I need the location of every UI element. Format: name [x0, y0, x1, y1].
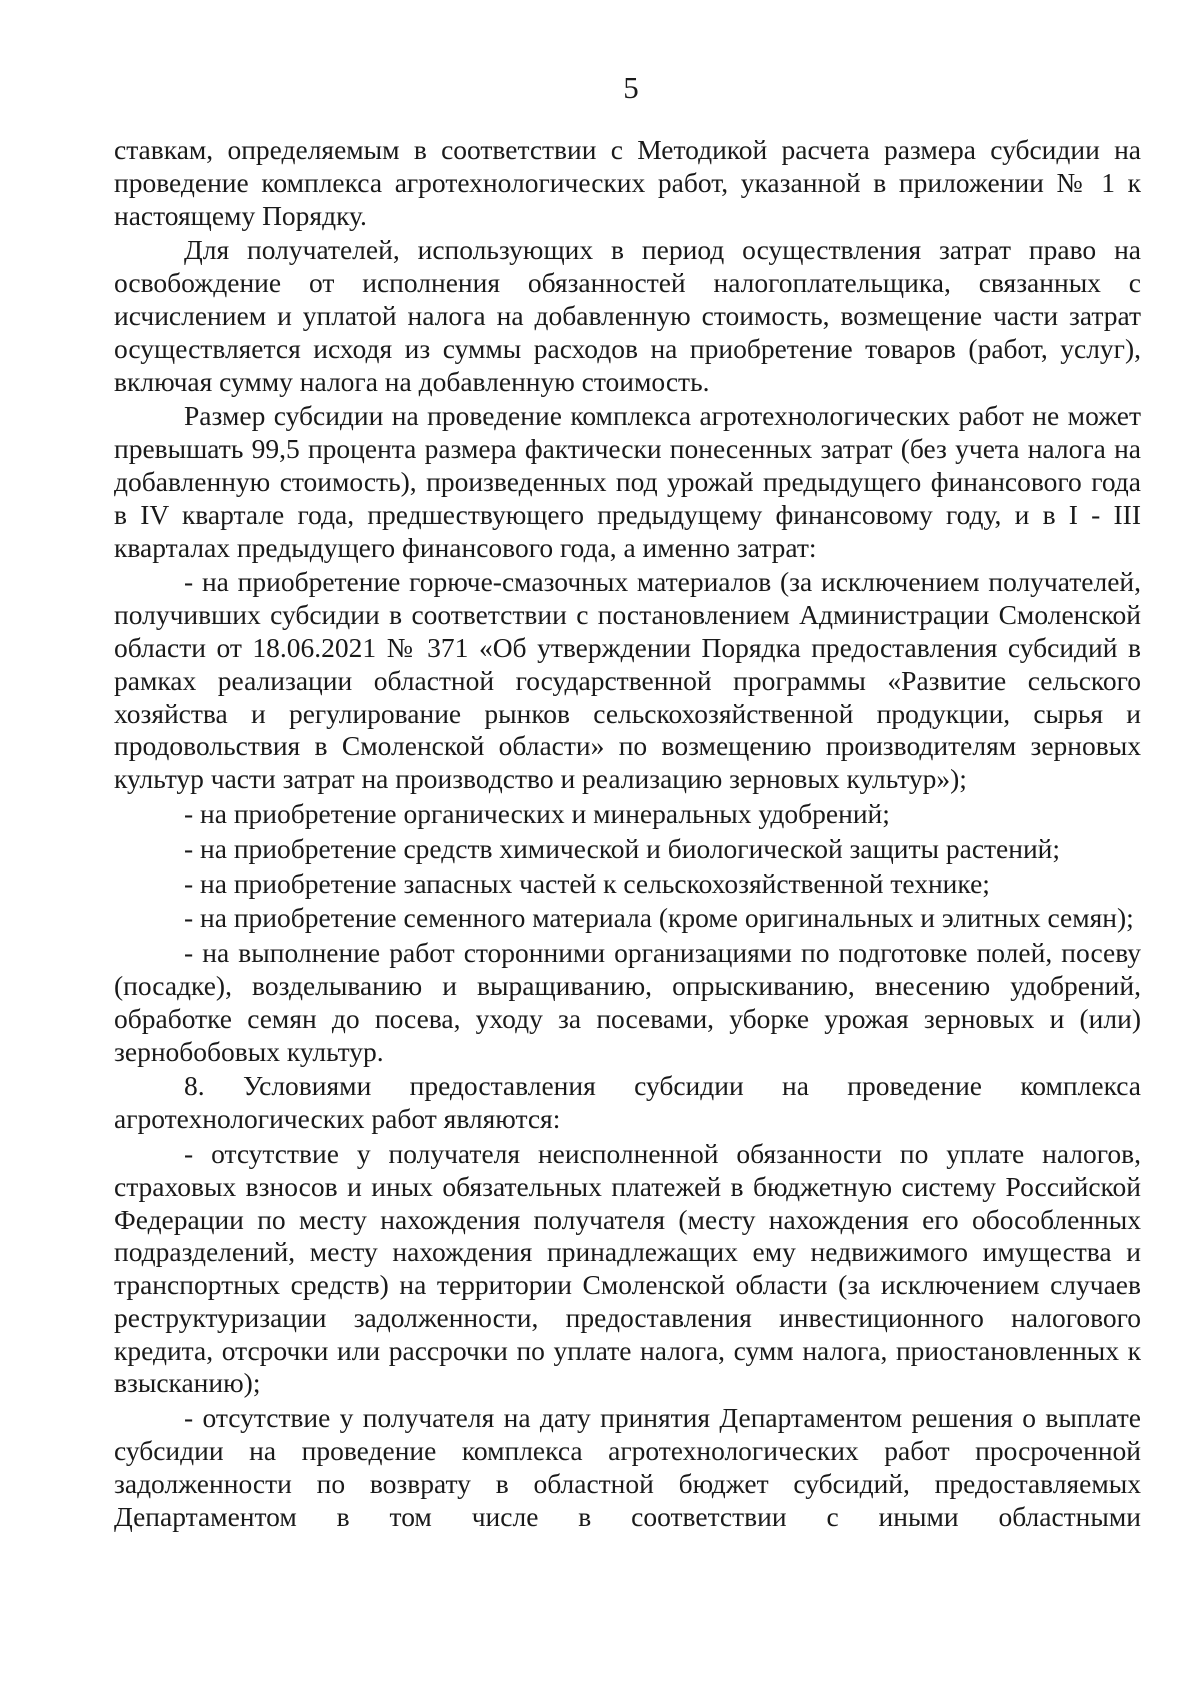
- list-item-no-tax-debt: - отсутствие у получателя неисполненной обязанности по уплате налогов, страховых взносов и иных обязательных платежей в бюджетную систему Российской Федерации по месту нахождения получателя (месту нахождения его обособленных подразделений, месту нахождения принадлежащих ему недвижимого имущества и транспортных средств) на территории Смоленской области (за исключением случаев реструктуризации задолженности, предоставления инвестиционного налогового кредита, отсрочки или рассрочки по уплате налога, сумм налога, приостановленных к взысканию);: [114, 1137, 1141, 1399]
- document-body: [114, 134, 1141, 1535]
- list-item-third-party-works: - на выполнение работ сторонними организациями по подготовке полей, посеву (посадке), возделыванию и выращиванию, опрыскиванию, внесению удобрений, обработке семян до посева, уходу за посевами, уборке урожая зерновых и (или) зернобобовых культур.: [114, 937, 1141, 1067]
- paragraph-vat-exemption: Для получателей, использующих в период осуществления затрат право на освобождение от исполнения обязанностей налогоплательщика, связанных с исчислением и уплатой налога на добавленную стоимость, возмещение части затрат осуществляется исходя из суммы расходов на приобретение товаров (работ, услуг), включая сумму налога на добавленную стоимость.: [114, 234, 1141, 397]
- paragraph-continuation: ставкам, определяемым в соответствии с Методикой расчета размера субсидии на проведение комплекса агротехнологических работ, указанной в приложении № 1 к настоящему Порядку.: [114, 134, 1141, 231]
- list-item-fertilizers: - на приобретение органических и минеральных удобрений;: [184, 797, 890, 829]
- list-item-no-overdue-debt: - отсутствие у получателя на дату принятия Департаментом решения о выплате субсидии на проведение комплекса агротехнологических работ просроченной задолженности по возврату в областной бюджет субсидий, предоставляемых Департаментом в том числе в соответствии с иными областными: [114, 1402, 1141, 1532]
- paragraph-subsidy-limit: Размер субсидии на проведение комплекса агротехнологических работ не может превышать 99,5 процента размера фактически понесенных затрат (без учета налога на добавленную стоимость), произведенных под урожай предыдущего финансового года в IV квартале года, предшествующего предыдущему финансовому году, и в I - III кварталах предыдущего финансового года, а именно затрат:: [114, 400, 1141, 563]
- page-number: 5: [623, 70, 639, 105]
- list-item-plant-protection: - на приобретение средств химической и биологической защиты растений;: [184, 832, 1061, 864]
- list-item-seed-material: - на приобретение семенного материала (кроме оригинальных и элитных семян);: [184, 902, 1134, 934]
- list-item-fuel-lubricants: - на приобретение горюче-смазочных материалов (за исключением получателей, получивших субсидии в соответствии с постановлением Администрации Смоленской области от 18.06.2021 № 371 «Об утверждении Порядка предоставления субсидий в рамках реализации областной государственной программы «Развитие сельского хозяйства и регулирование рынков сельскохозяйственной продукции, сырья и продовольствия в Смоленской области» по возмещению производителям зерновых культур части затрат на производство и реализацию зерновых культур»);: [114, 566, 1141, 795]
- list-item-spare-parts: - на приобретение запасных частей к сельскохозяйственной технике;: [184, 867, 990, 899]
- paragraph-clause-8: 8. Условиями предоставления субсидии на проведение комплекса агротехнологических работ являются:: [114, 1070, 1141, 1135]
